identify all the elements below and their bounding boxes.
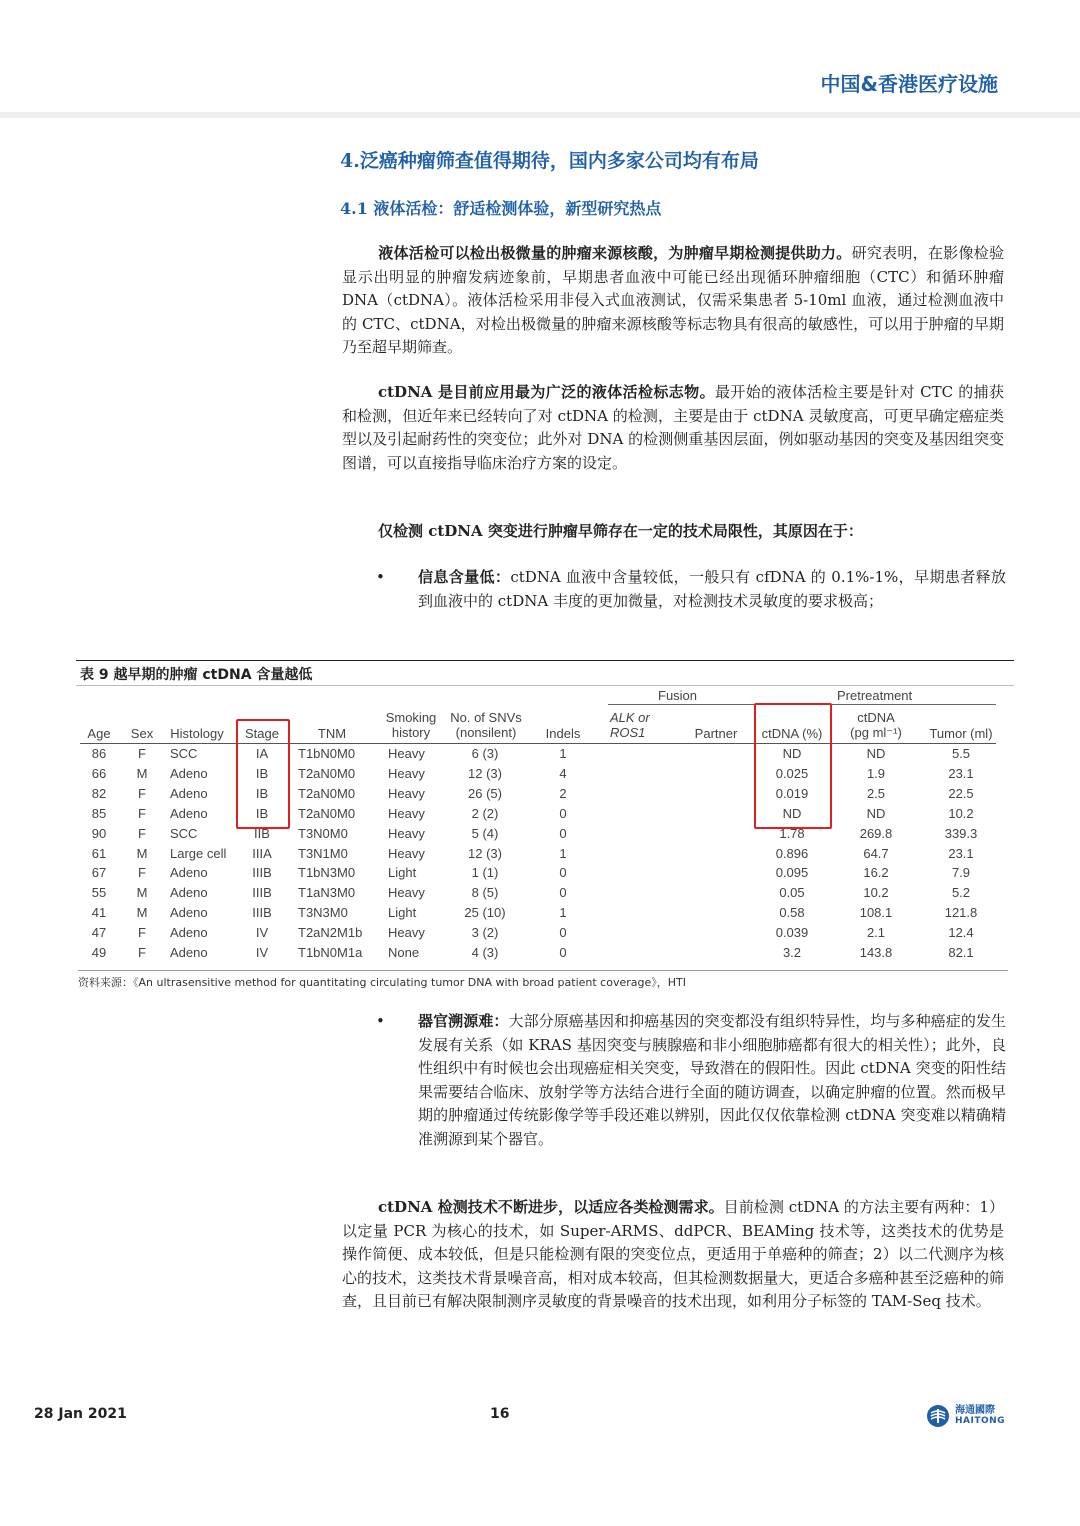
cell-tnm: T2aN0M0 <box>298 805 356 821</box>
cell-tnm: T1bN0M1a <box>298 945 363 960</box>
header-divider <box>0 112 1080 118</box>
cell-smoking: Heavy <box>388 925 425 941</box>
cell-smoking: Heavy <box>388 805 425 821</box>
bullet-body: 大部分原癌基因和抑癌基因的突变都没有组织特异性，均与多种癌症的发生发展有关系（如 KRAS 基因突变与胰腺癌和非小细胞肺癌都有很大的相关性）；此外，良性组织中有时候也会出现癌症相关突变，导致潜在的假阳性。因此 ctDNA 突变的阳性结果需要结合临床、放射学等方法结合进行全面的随访调查，以确定肿瘤的位置。然而极早期的肿瘤通过传统影像学等手段还难以辨别，因此仅仅依靠检测 ctDNA 突变难以精确精准溯源到某个器官。 <box>418 1012 1006 1148</box>
cell-ctdna-pg: 2.1 <box>866 925 886 941</box>
cell-stage: IIIB <box>252 865 272 881</box>
paragraph-detection-tech <box>342 1196 1004 1314</box>
cell-indels: 0 <box>559 925 567 941</box>
paragraph-lead: 仅检测 ctDNA 突变进行肿瘤早筛存在一定的技术局限性，其原因在于： <box>378 522 863 540</box>
cell-smoking: Light <box>388 905 417 921</box>
bullet-lead: 器官溯源难： <box>418 1012 509 1030</box>
cell-tumor: 121.8 <box>944 905 978 921</box>
cell-ctdna-pg: 10.2 <box>863 885 889 901</box>
cell-sex: F <box>138 805 146 821</box>
logo-text-cn: 海通國際 <box>955 1405 995 1416</box>
header-indels: Indels <box>545 726 581 741</box>
cell-snvs: 8 (5) <box>471 885 499 901</box>
cell-tnm: T1bN3M0 <box>298 865 356 881</box>
cell-ctdna-pg: 108.1 <box>859 905 893 921</box>
paragraph-lead: ctDNA 是目前应用最为广泛的液体活检标志物。 <box>378 383 715 401</box>
cell-age: 49 <box>91 945 107 960</box>
header-histology: Histology <box>170 726 224 741</box>
cell-age: 66 <box>91 765 107 781</box>
cell-tumor: 23.1 <box>948 765 974 781</box>
cell-ctdna-pg: 1.9 <box>866 765 886 781</box>
header-bottom-rule <box>80 743 996 744</box>
header-alk-line1: ALK or <box>610 710 650 725</box>
cell-ctdna-pct: 0.896 <box>775 845 809 861</box>
cell-indels: 0 <box>559 805 567 821</box>
cell-histology: Adeno <box>170 805 208 821</box>
table-row <box>80 865 1008 885</box>
cell-tumor: 339.3 <box>944 825 978 841</box>
bullet-dot: • <box>376 568 385 586</box>
table-source: 资料来源：《An ultrasensitive method for quantitating circulating tumor DNA with broad patient coverage》，HTI <box>78 970 1008 990</box>
footer-date: 28 Jan 2021 <box>34 1406 127 1422</box>
header-stage: Stage <box>245 726 279 741</box>
paragraph-lead: 液体活检可以检出极微量的肿瘤来源核酸，为肿瘤早期检测提供助力。 <box>378 244 852 262</box>
header-ctdna-pg <box>838 710 914 740</box>
group-header-fusion: Fusion <box>658 688 698 703</box>
logo-text-en: HAITONG <box>955 1416 1006 1426</box>
cell-tumor: 5.2 <box>951 885 971 901</box>
paragraph-body: 目前检测 ctDNA 的方法主要有两种：1）以定量 PCR 为核心的技术，如 Super-ARMS、ddPCR、BEAMing 技术等，这类技术的优势是操作简便、成本较低，但是只能检测有限的突变位点，更适用于单癌种的筛查；2）以二代测序为核心的技术，这类技术背景噪音高，相对成本较高，但其检测数据量大，更适合多癌种甚至泛癌种的筛查，且目前已有解决限制测序灵敏度的背景噪音的技术出现，如利用分子标签的 TAM-Seq 技术。 <box>342 1198 1004 1310</box>
cell-stage: IV <box>255 945 269 960</box>
cell-histology: Adeno <box>170 785 208 801</box>
haitong-logo-icon <box>926 1404 950 1428</box>
cell-tumor: 23.1 <box>948 845 974 861</box>
table-row <box>80 846 1008 866</box>
cell-ctdna-pg: ND <box>866 746 886 761</box>
cell-histology: Adeno <box>170 765 208 781</box>
bullet-info-content <box>376 566 1006 613</box>
cell-sex: F <box>138 746 146 761</box>
bullet-dot: • <box>376 1012 385 1030</box>
cell-age: 67 <box>91 865 107 881</box>
cell-histology: Adeno <box>170 885 208 901</box>
cell-snvs: 5 (4) <box>471 825 499 841</box>
paragraph-lead: ctDNA 检测技术不断进步，以适应各类检测需求。 <box>378 1198 724 1216</box>
header-smoking <box>380 710 442 740</box>
cell-tumor: 82.1 <box>948 945 974 960</box>
table-row <box>80 925 1008 945</box>
bullet-organ-tracing <box>376 1010 1006 1151</box>
header-smoking-line1: Smoking <box>385 710 437 725</box>
cell-sex: F <box>138 925 146 941</box>
cell-ctdna-pg: 16.2 <box>863 865 889 881</box>
table-row <box>80 945 1008 965</box>
bullet-body: ctDNA 血液中含量较低，一般只有 cfDNA 的 0.1%-1%，早期患者释放到血液中的 ctDNA 丰度的更加微量，对检测技术灵敏度的要求极高； <box>418 568 1006 610</box>
cell-histology: SCC <box>170 825 198 841</box>
cell-age: 47 <box>91 925 107 941</box>
cell-tnm: T3N1M0 <box>298 845 348 861</box>
cell-snvs: 2 (2) <box>471 805 499 821</box>
cell-age: 82 <box>91 785 107 801</box>
cell-tumor: 5.5 <box>951 746 971 761</box>
cell-indels: 0 <box>559 945 567 960</box>
cell-stage: IIIB <box>252 905 272 921</box>
cell-age: 55 <box>91 885 107 901</box>
cell-sex: M <box>136 845 148 861</box>
cell-snvs: 6 (3) <box>471 746 499 761</box>
cell-histology: SCC <box>170 746 198 761</box>
haitong-logo <box>926 1404 1005 1428</box>
group-underline-fusion <box>608 704 754 705</box>
cell-indels: 1 <box>559 905 567 921</box>
cell-ctdna-pct: 0.025 <box>775 765 809 781</box>
cell-ctdna-pg: 269.8 <box>859 825 893 841</box>
cell-snvs: 25 (10) <box>464 905 506 921</box>
paragraph-body: 研究表明，在影像检验显示出明显的肿瘤发病迹象前，早期患者血液中可能已经出现循环肿瘤细胞（CTC）和循环肿瘤 DNA（ctDNA）。液体活检采用非侵入式血液测试，仅需采集患者 5-10ml 血液，通过检测血液中的 CTC、ctDNA，对检出极微量的肿瘤来源核酸等标志物具有很高的敏感性，可以用于肿瘤的早期乃至超早期筛查。 <box>342 244 1004 356</box>
cell-ctdna-pct: 0.05 <box>779 885 805 901</box>
header-alk-ros1 <box>610 710 666 740</box>
cell-tumor: 10.2 <box>948 805 974 821</box>
subsection-title: 4.1 液体活检：舒适检测体验，新型研究热点 <box>340 199 662 218</box>
header-smoking-line2: history <box>391 725 431 740</box>
cell-snvs: 3 (2) <box>471 925 499 941</box>
cell-snvs: 1 (1) <box>471 865 499 881</box>
cell-stage: IIIB <box>252 885 272 901</box>
cell-sex: M <box>136 885 148 901</box>
cell-tumor: 22.5 <box>948 785 974 801</box>
cell-ctdna-pg: 64.7 <box>863 845 889 861</box>
table-row <box>80 766 1008 786</box>
cell-indels: 0 <box>559 865 567 881</box>
page-number: 16 <box>490 1406 510 1422</box>
paragraph-limitations <box>342 520 1004 544</box>
cell-smoking: Heavy <box>388 765 425 781</box>
cell-tumor: 7.9 <box>951 865 971 881</box>
cell-ctdna-pct: 1.78 <box>779 825 805 841</box>
cell-ctdna-pct: 0.039 <box>775 925 809 941</box>
cell-sex: F <box>138 825 146 841</box>
cell-smoking: Heavy <box>388 746 425 761</box>
cell-stage: IIIA <box>252 845 272 861</box>
cell-stage: IV <box>255 925 269 941</box>
cell-smoking: Heavy <box>388 885 425 901</box>
cell-histology: Adeno <box>170 945 208 960</box>
paragraph-body: 最开始的液体活检主要是针对 CTC 的捕获和检测，但近年来已经转向了对 ctDNA 的检测，主要是由于 ctDNA 灵敏度高，可更早确定癌症类型以及引起耐药性的突变位；此外对 DNA 的检测侧重基因层面，例如驱动基因的突变及基因组突变图谱，可以直接指导临床治疗方案的设定。 <box>342 383 1004 472</box>
highlight-box-ctdna <box>754 703 832 829</box>
highlight-box-stage <box>236 719 290 829</box>
cell-snvs: 12 (3) <box>468 845 502 861</box>
cell-indels: 4 <box>559 765 567 781</box>
cell-sex: M <box>136 765 148 781</box>
cell-indels: 1 <box>559 746 567 761</box>
cell-indels: 0 <box>559 885 567 901</box>
bullet-lead: 信息含量低： <box>418 568 511 586</box>
cell-snvs: 26 (5) <box>468 785 502 801</box>
cell-snvs: 4 (3) <box>471 945 499 960</box>
paragraph-liquid-biopsy <box>342 242 1004 360</box>
table-row <box>80 806 1008 826</box>
cell-smoking: Heavy <box>388 785 425 801</box>
table-row <box>80 905 1008 925</box>
table-row <box>80 826 1008 846</box>
cell-stage: IB <box>255 765 269 781</box>
cell-tnm: T2aN0M0 <box>298 765 356 781</box>
table-row <box>80 885 1008 905</box>
cell-histology: Adeno <box>170 905 208 921</box>
cell-ctdna-pct: 0.58 <box>779 905 805 921</box>
header-snvs-line1: No. of SNVs <box>450 710 522 725</box>
header-snvs <box>446 710 526 740</box>
header-ctdna-percent: ctDNA (%) <box>761 726 823 741</box>
cell-sex: M <box>136 905 148 921</box>
section-title: 4.泛癌种瘤筛查值得期待，国内多家公司均有布局 <box>340 150 759 172</box>
cell-ctdna-pg: 2.5 <box>866 785 886 801</box>
header-snvs-line2: (nonsilent) <box>455 725 517 740</box>
group-header-pretreatment: Pretreatment <box>837 688 913 703</box>
cell-ctdna-pct: 0.019 <box>775 785 809 801</box>
cell-tnm: T1bN0M0 <box>298 746 356 761</box>
cell-indels: 1 <box>559 845 567 861</box>
cell-sex: F <box>138 785 146 801</box>
cell-snvs: 12 (3) <box>468 765 502 781</box>
table-caption-bar <box>76 660 1014 686</box>
cell-histology: Adeno <box>170 925 208 941</box>
cell-ctdna-pg: 143.8 <box>859 945 893 960</box>
cell-stage: IB <box>255 785 269 801</box>
cell-age: 86 <box>91 746 107 761</box>
cell-smoking: Light <box>388 865 417 881</box>
header-sex: Sex <box>130 726 154 741</box>
cell-indels: 2 <box>559 785 567 801</box>
cell-age: 61 <box>91 845 107 861</box>
cell-histology: Large cell <box>170 845 227 861</box>
cell-tnm: T3N0M0 <box>298 825 348 841</box>
cell-ctdna-pct: ND <box>782 805 802 821</box>
header-tnm: TNM <box>317 726 347 741</box>
cell-ctdna-pct: 0.095 <box>775 865 809 881</box>
cell-tnm: T1aN3M0 <box>298 885 356 901</box>
cell-ctdna-pg: ND <box>866 805 886 821</box>
header-ctdna-pg-line1: ctDNA <box>857 710 895 725</box>
table-caption: 表 9 越早期的肿瘤 ctDNA 含量越低 <box>80 667 313 683</box>
cell-tumor: 12.4 <box>948 925 974 941</box>
cell-ctdna-pct: ND <box>782 746 802 761</box>
cell-indels: 0 <box>559 825 567 841</box>
cell-stage: IIB <box>254 825 270 841</box>
cell-smoking: Heavy <box>388 825 425 841</box>
header-partner: Partner <box>694 726 738 741</box>
cell-stage: IB <box>255 805 269 821</box>
cell-sex: F <box>138 865 146 881</box>
cell-tnm: T3N3M0 <box>298 905 348 921</box>
cell-age: 90 <box>91 825 107 841</box>
cell-smoking: None <box>388 945 420 960</box>
header-age: Age <box>87 726 111 741</box>
cell-tnm: T2aN2M1b <box>298 925 363 941</box>
cell-age: 41 <box>91 905 107 921</box>
cell-sex: F <box>138 945 146 960</box>
header-alk-line2: ROS1 <box>610 725 646 740</box>
paragraph-ctdna-marker <box>342 381 1004 475</box>
table-row <box>80 786 1008 806</box>
cell-tnm: T2aN0M0 <box>298 785 356 801</box>
cell-age: 85 <box>91 805 107 821</box>
cell-histology: Adeno <box>170 865 208 881</box>
cell-ctdna-pct: 3.2 <box>782 945 802 960</box>
cell-smoking: Heavy <box>388 845 425 861</box>
report-category-title: 中国&香港医疗设施 <box>820 72 998 96</box>
header-ctdna-pg-line2: (pg ml⁻¹) <box>850 725 902 740</box>
header-tumor-ml: Tumor (ml) <box>929 726 993 741</box>
table-row <box>80 746 1008 766</box>
cell-stage: IA <box>255 746 269 761</box>
